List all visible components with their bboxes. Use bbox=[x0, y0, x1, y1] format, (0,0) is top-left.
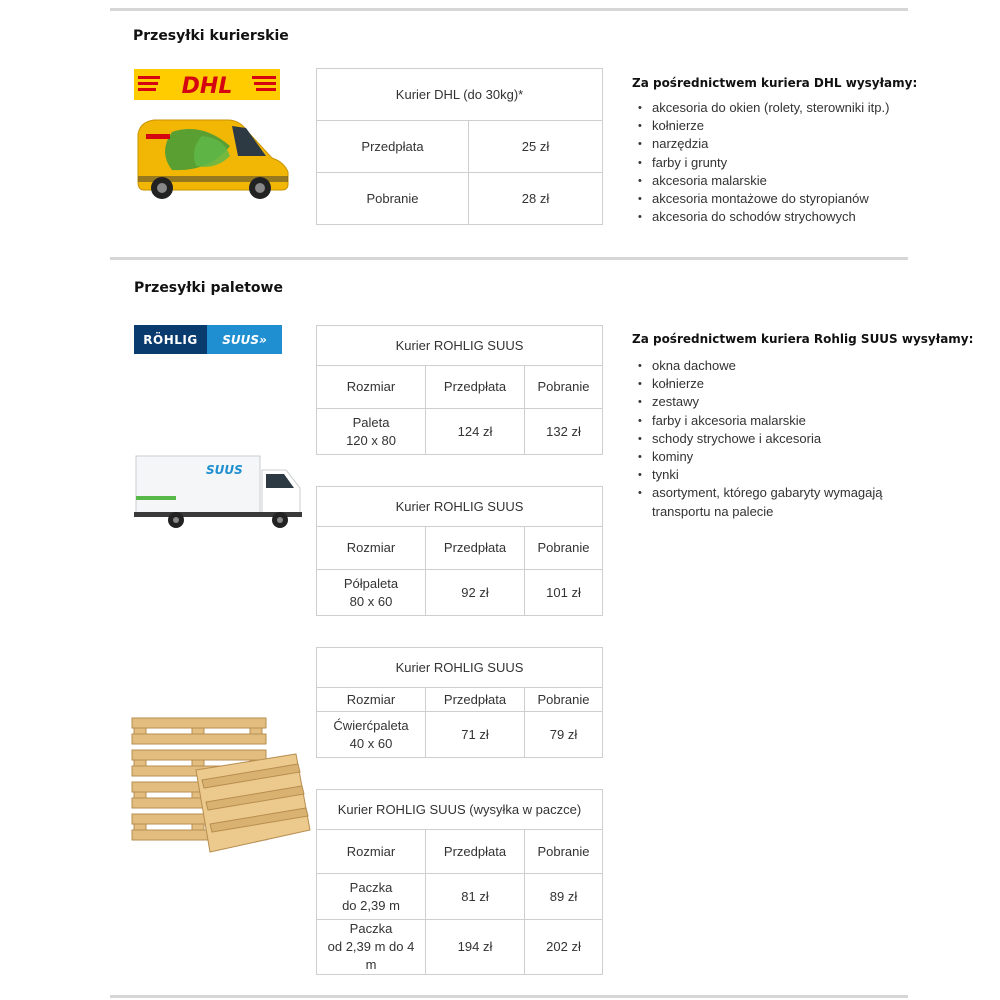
size-name: Paczka bbox=[349, 921, 393, 936]
dhl-row-label: Pobranie bbox=[317, 173, 469, 225]
size-name: Półpaleta bbox=[343, 575, 399, 591]
header-prepay: Przedpłata bbox=[426, 688, 525, 712]
size-name: Ćwierćpaleta bbox=[333, 717, 409, 733]
rohlig-items-heading: Za pośrednictwem kuriera Rohlig SUUS wysyłamy: bbox=[632, 332, 974, 346]
parcel-table-title: Kurier ROHLIG SUUS (wysyłka w paczce) bbox=[317, 790, 603, 830]
dhl-row-label: Przedpłata bbox=[317, 121, 469, 173]
suus-truck-image bbox=[134, 452, 304, 530]
prepay-price: 92 zł bbox=[426, 570, 525, 616]
prepay-price: 81 zł bbox=[426, 874, 525, 920]
prepay-price: 124 zł bbox=[426, 409, 525, 455]
header-cod: Pobranie bbox=[525, 366, 603, 409]
list-item: • asortyment, którego gabaryty wymagają transportu na palecie bbox=[632, 484, 902, 520]
cod-price: 79 zł bbox=[525, 712, 603, 758]
list-item: • okna dachowe bbox=[632, 357, 962, 375]
list-item: • kołnierze bbox=[632, 117, 917, 135]
parcel-price-table bbox=[316, 789, 603, 975]
header-cod: Pobranie bbox=[525, 830, 603, 874]
cod-price: 202 zł bbox=[525, 920, 603, 975]
cod-price: 89 zł bbox=[525, 874, 603, 920]
courier-section-title: Przesyłki kurierskie bbox=[133, 28, 289, 44]
bottom-divider bbox=[110, 995, 908, 998]
truck-suus-text: SUUS bbox=[206, 463, 243, 477]
dhl-logo bbox=[134, 69, 280, 100]
size-cell bbox=[317, 570, 426, 616]
rohlig-suus-logo bbox=[134, 325, 282, 354]
size-dims: do 2,39 m bbox=[342, 897, 400, 913]
size-cell bbox=[317, 874, 426, 920]
pallet-table-title: Kurier ROHLIG SUUS bbox=[317, 487, 603, 527]
pallet-price-table bbox=[316, 647, 603, 758]
prepay-price: 71 zł bbox=[426, 712, 525, 758]
list-item: • akcesoria do okien (rolety, sterowniki itp.) bbox=[632, 99, 917, 117]
pallet-table-title: Kurier ROHLIG SUUS bbox=[317, 326, 603, 366]
header-size: Rozmiar bbox=[317, 366, 426, 409]
dhl-van-image bbox=[132, 112, 294, 204]
dhl-items-heading: Za pośrednictwem kuriera DHL wysyłamy: bbox=[632, 76, 918, 90]
size-name: Paleta bbox=[352, 414, 390, 430]
pallets-image bbox=[130, 714, 312, 862]
dhl-logo-text: DHL bbox=[181, 74, 233, 99]
dhl-row-price: 28 zł bbox=[469, 173, 603, 225]
size-dims: 80 x 60 bbox=[349, 593, 393, 609]
dhl-row-price: 25 zł bbox=[469, 121, 603, 173]
list-item: • farby i grunty bbox=[632, 154, 917, 172]
cod-price: 132 zł bbox=[525, 409, 603, 455]
cod-price: 101 zł bbox=[525, 570, 603, 616]
section-divider bbox=[110, 257, 908, 260]
header-cod: Pobranie bbox=[525, 527, 603, 570]
list-item: • narzędzia bbox=[632, 135, 917, 153]
list-item: • akcesoria malarskie bbox=[632, 172, 917, 190]
list-item: • kominy bbox=[632, 448, 962, 466]
list-item: • tynki bbox=[632, 466, 962, 484]
list-item: • kołnierze bbox=[632, 375, 962, 393]
header-size: Rozmiar bbox=[317, 527, 426, 570]
pallet-table-title: Kurier ROHLIG SUUS bbox=[317, 648, 603, 688]
header-cod: Pobranie bbox=[525, 688, 603, 712]
header-size: Rozmiar bbox=[317, 830, 426, 874]
size-dims: 120 x 80 bbox=[346, 432, 396, 448]
size-cell bbox=[317, 409, 426, 455]
header-prepay: Przedpłata bbox=[426, 830, 525, 874]
size-dims: 40 x 60 bbox=[349, 735, 393, 751]
list-item: • akcesoria montażowe do styropianów bbox=[632, 190, 917, 208]
list-item: • zestawy bbox=[632, 393, 962, 411]
size-cell bbox=[317, 712, 426, 758]
header-prepay: Przedpłata bbox=[426, 527, 525, 570]
dhl-logo-graphic bbox=[134, 69, 280, 100]
header-prepay: Przedpłata bbox=[426, 366, 525, 409]
size-cell bbox=[317, 920, 426, 975]
pallet-price-table bbox=[316, 325, 603, 455]
list-item: • farby i akcesoria malarskie bbox=[632, 412, 962, 430]
dhl-table-title: Kurier DHL (do 30kg)* bbox=[317, 69, 603, 121]
prepay-price: 194 zł bbox=[426, 920, 525, 975]
dhl-items-list bbox=[632, 76, 917, 226]
size-dims: od 2,39 m do 4 m bbox=[327, 939, 415, 972]
rohlig-logo-text: RÖHLIG bbox=[134, 325, 207, 354]
size-name: Paczka bbox=[349, 879, 393, 895]
pallet-price-table bbox=[316, 486, 603, 616]
list-item: • schody strychowe i akcesoria bbox=[632, 430, 962, 448]
pallet-section-title: Przesyłki paletowe bbox=[134, 280, 283, 296]
list-item: • akcesoria do schodów strychowych bbox=[632, 208, 917, 226]
rohlig-items-list bbox=[632, 332, 974, 521]
top-divider bbox=[110, 8, 908, 11]
suus-logo-text: SUUS» bbox=[207, 325, 282, 354]
dhl-price-table bbox=[316, 68, 603, 225]
header-size: Rozmiar bbox=[317, 688, 426, 712]
